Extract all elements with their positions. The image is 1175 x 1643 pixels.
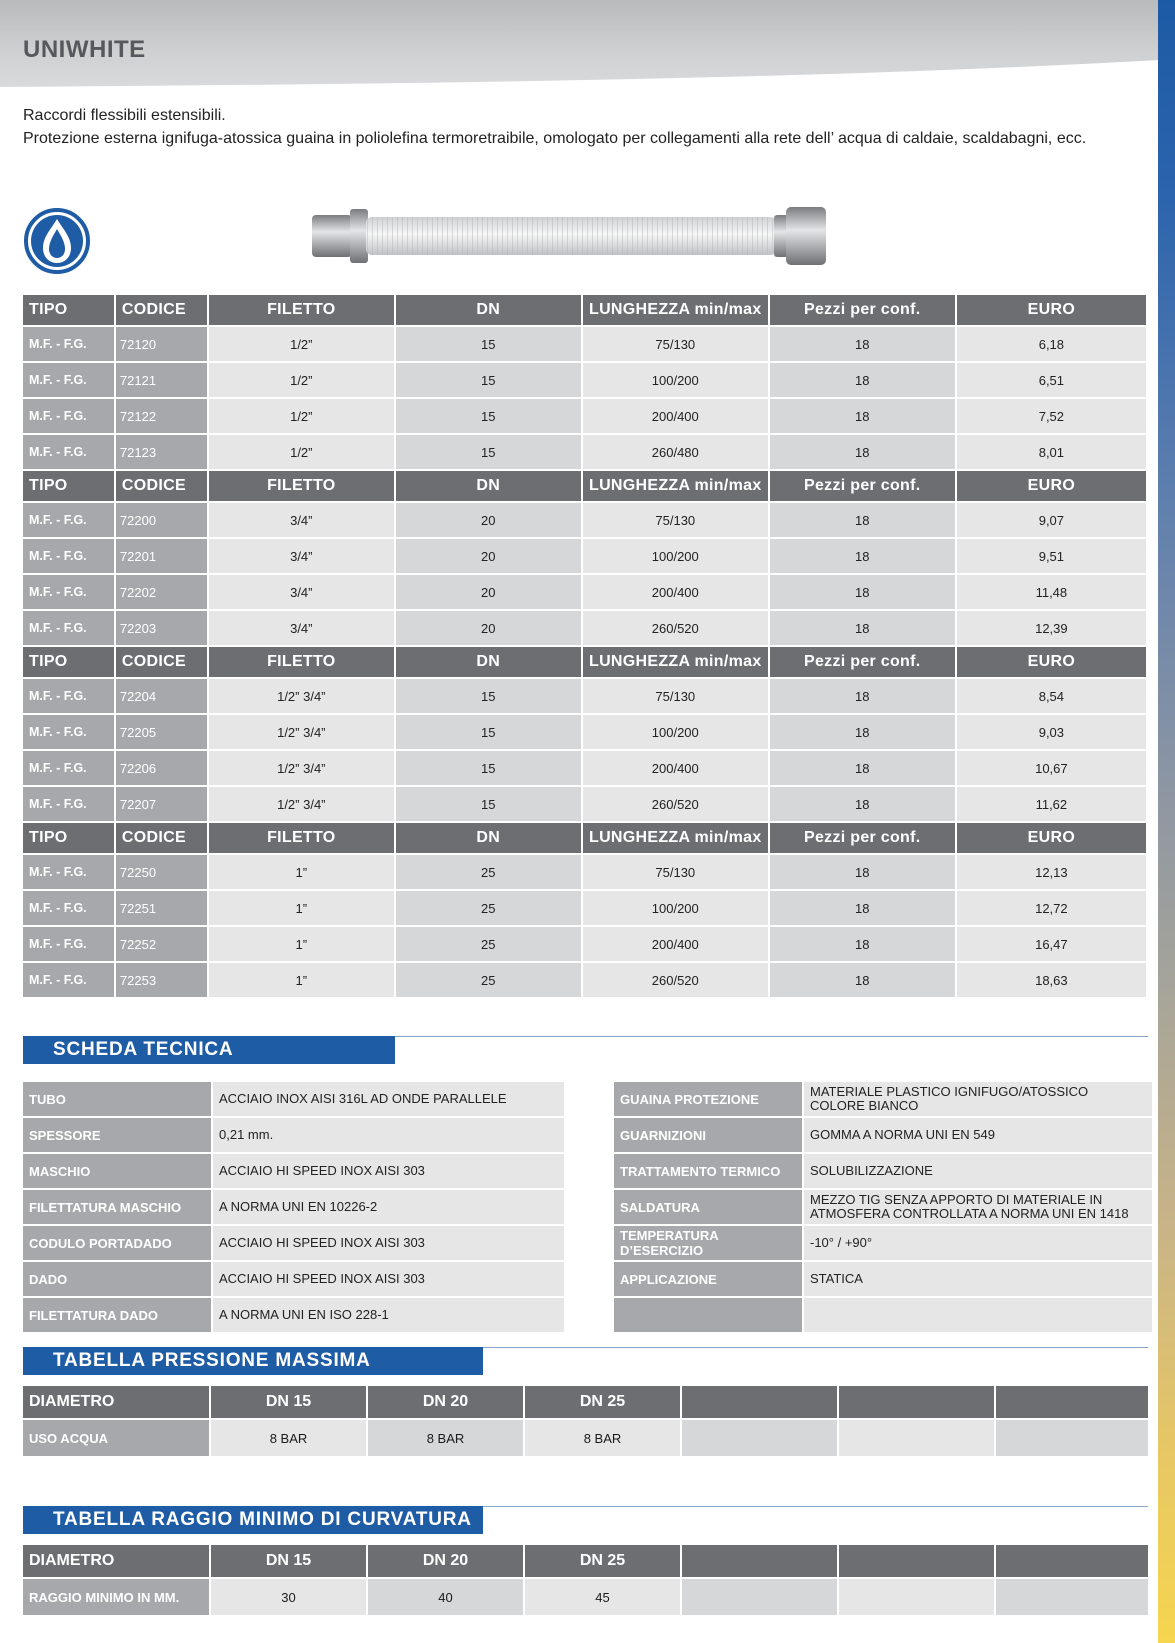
table-cell: 45 xyxy=(525,1579,680,1615)
column-header: DN xyxy=(396,295,581,325)
spec-row xyxy=(23,1226,564,1260)
table-cell: 20 xyxy=(396,575,581,609)
spec-key: FILETTATURA MASCHIO xyxy=(23,1190,211,1224)
price-header-row xyxy=(23,295,1146,325)
table-cell: 15 xyxy=(396,327,581,361)
table-cell: 8 BAR xyxy=(368,1420,523,1456)
spec-row xyxy=(614,1226,1152,1260)
table-cell: 1/2” xyxy=(209,399,394,433)
table-cell: 18 xyxy=(770,855,955,889)
table-cell: 18 xyxy=(770,539,955,573)
column-header: LUNGHEZZA min/max xyxy=(583,295,768,325)
table-row xyxy=(23,539,1146,573)
table-cell: 75/130 xyxy=(583,327,768,361)
table-cell: 72121 xyxy=(116,363,207,397)
table-cell: 18 xyxy=(770,327,955,361)
table-cell: 1/2” 3/4” xyxy=(209,751,394,785)
column-header: TIPO xyxy=(23,647,114,677)
spec-row xyxy=(614,1154,1152,1188)
column-header: Pezzi per conf. xyxy=(770,471,955,501)
spec-row xyxy=(23,1082,564,1116)
table-cell: M.F. - F.G. xyxy=(23,435,114,469)
table-cell: 75/130 xyxy=(583,503,768,537)
section-rule xyxy=(483,1347,1148,1348)
column-header xyxy=(839,1386,994,1418)
table-row xyxy=(23,363,1146,397)
table-cell: 6,18 xyxy=(957,327,1146,361)
price-header-row xyxy=(23,471,1146,501)
table-cell: 30 xyxy=(211,1579,366,1615)
table-cell: 18 xyxy=(770,787,955,821)
price-table xyxy=(21,293,1148,999)
column-header: DN xyxy=(396,647,581,677)
table-row xyxy=(23,1579,1148,1615)
table-cell: 260/520 xyxy=(583,963,768,997)
table-cell: 15 xyxy=(396,679,581,713)
table-cell: 20 xyxy=(396,539,581,573)
spec-key: CODULO PORTADADO xyxy=(23,1226,211,1260)
table-cell: M.F. - F.G. xyxy=(23,963,114,997)
table-cell: 8,01 xyxy=(957,435,1146,469)
spec-row xyxy=(23,1118,564,1152)
price-header-row xyxy=(23,823,1146,853)
table-row xyxy=(23,327,1146,361)
spec-table-right xyxy=(612,1080,1154,1334)
column-header: EURO xyxy=(957,823,1146,853)
table-cell: 15 xyxy=(396,751,581,785)
column-header: DN 15 xyxy=(211,1545,366,1577)
table-cell: 1/2” 3/4” xyxy=(209,787,394,821)
table-cell: 72120 xyxy=(116,327,207,361)
table-cell: 18 xyxy=(770,751,955,785)
table-cell: 18 xyxy=(770,891,955,925)
table-cell: 260/480 xyxy=(583,435,768,469)
pressione-title: TABELLA PRESSIONE MASSIMA xyxy=(23,1347,483,1375)
table-cell: 18 xyxy=(770,963,955,997)
column-header: DIAMETRO xyxy=(23,1545,209,1577)
column-header: FILETTO xyxy=(209,295,394,325)
table-cell: 18 xyxy=(770,927,955,961)
header-curve xyxy=(0,60,1160,90)
column-header: CODICE xyxy=(116,295,207,325)
table-cell: 100/200 xyxy=(583,539,768,573)
column-header: LUNGHEZZA min/max xyxy=(583,823,768,853)
spec-row xyxy=(614,1298,1152,1332)
table-cell: 3/4” xyxy=(209,611,394,645)
table-cell: M.F. - F.G. xyxy=(23,363,114,397)
table-cell: USO ACQUA xyxy=(23,1420,209,1456)
spec-value: ACCIAIO HI SPEED INOX AISI 303 xyxy=(213,1262,564,1296)
table-cell: 18 xyxy=(770,503,955,537)
table-row xyxy=(23,399,1146,433)
pressione-table xyxy=(21,1384,1150,1458)
spec-key: FILETTATURA DADO xyxy=(23,1298,211,1332)
table-cell: M.F. - F.G. xyxy=(23,327,114,361)
price-header-row xyxy=(23,647,1146,677)
table-cell: 18 xyxy=(770,611,955,645)
table-cell: 40 xyxy=(368,1579,523,1615)
table-cell: 12,72 xyxy=(957,891,1146,925)
spec-value: STATICA xyxy=(804,1262,1152,1296)
spec-key: GUAINA PROTEZIONE xyxy=(614,1082,802,1116)
section-rule xyxy=(395,1036,1148,1037)
scheda-tecnica-title: SCHEDA TECNICA xyxy=(23,1036,395,1064)
table-cell: M.F. - F.G. xyxy=(23,927,114,961)
table-cell: 8,54 xyxy=(957,679,1146,713)
intro-line-2: Protezione esterna ignifuga-atossica guaina in poliolefina termoretraibile, omologato per collegamenti alla rete dell’ acqua di caldaie, scaldabagni, ecc. xyxy=(23,130,1087,147)
table-cell: 72250 xyxy=(116,855,207,889)
column-header: DN xyxy=(396,471,581,501)
table-row xyxy=(23,927,1146,961)
table-cell xyxy=(996,1420,1148,1456)
table-cell xyxy=(996,1579,1148,1615)
table-cell: 10,67 xyxy=(957,751,1146,785)
table-cell: 15 xyxy=(396,787,581,821)
column-header: FILETTO xyxy=(209,823,394,853)
spec-key: TRATTAMENTO TERMICO xyxy=(614,1154,802,1188)
table-cell: 18 xyxy=(770,575,955,609)
table-cell: 15 xyxy=(396,399,581,433)
table-cell: 18 xyxy=(770,399,955,433)
table-cell: 72201 xyxy=(116,539,207,573)
table-cell xyxy=(839,1420,994,1456)
table-cell: M.F. - F.G. xyxy=(23,787,114,821)
spec-value xyxy=(804,1298,1152,1332)
spec-key: APPLICAZIONE xyxy=(614,1262,802,1296)
spec-value: A NORMA UNI EN 10226-2 xyxy=(213,1190,564,1224)
column-header: Pezzi per conf. xyxy=(770,647,955,677)
table-row xyxy=(23,575,1146,609)
table-cell: M.F. - F.G. xyxy=(23,503,114,537)
table-cell: 72205 xyxy=(116,715,207,749)
table-cell: 72204 xyxy=(116,679,207,713)
table-row xyxy=(23,715,1146,749)
table-cell: 25 xyxy=(396,963,581,997)
table-cell: M.F. - F.G. xyxy=(23,855,114,889)
table-row xyxy=(23,891,1146,925)
column-header: DN 20 xyxy=(368,1545,523,1577)
table-cell: 3/4” xyxy=(209,503,394,537)
flame-drop-logo-icon xyxy=(23,207,91,275)
column-header xyxy=(682,1545,837,1577)
table-cell: 12,39 xyxy=(957,611,1146,645)
spec-value: MEZZO TIG SENZA APPORTO DI MATERIALE IN ATMOSFERA CONTROLLATA A NORMA UNI EN 1418 xyxy=(804,1190,1152,1224)
table-cell: 72202 xyxy=(116,575,207,609)
column-header: LUNGHEZZA min/max xyxy=(583,647,768,677)
spec-key: GUARNIZIONI xyxy=(614,1118,802,1152)
column-header: FILETTO xyxy=(209,647,394,677)
table-cell: 1/2” xyxy=(209,435,394,469)
table-cell: 16,47 xyxy=(957,927,1146,961)
table-cell: 11,48 xyxy=(957,575,1146,609)
spec-key: SALDATURA xyxy=(614,1190,802,1224)
raggio-title: TABELLA RAGGIO MINIMO DI CURVATURA xyxy=(23,1506,483,1534)
table-cell: 260/520 xyxy=(583,611,768,645)
table-cell: 200/400 xyxy=(583,927,768,961)
section-rule xyxy=(483,1506,1148,1507)
table-cell: 15 xyxy=(396,363,581,397)
table-cell: 75/130 xyxy=(583,679,768,713)
table-cell: M.F. - F.G. xyxy=(23,679,114,713)
spec-row xyxy=(614,1190,1152,1224)
table-cell: 9,03 xyxy=(957,715,1146,749)
table-cell: 100/200 xyxy=(583,715,768,749)
column-header: EURO xyxy=(957,471,1146,501)
small-header-row xyxy=(23,1545,1148,1577)
spec-row xyxy=(614,1118,1152,1152)
raggio-table xyxy=(21,1543,1150,1617)
column-header: DN 25 xyxy=(525,1545,680,1577)
table-row xyxy=(23,435,1146,469)
table-cell: M.F. - F.G. xyxy=(23,715,114,749)
column-header: EURO xyxy=(957,647,1146,677)
spec-value: 0,21 mm. xyxy=(213,1118,564,1152)
table-cell: 7,52 xyxy=(957,399,1146,433)
column-header: DIAMETRO xyxy=(23,1386,209,1418)
table-row xyxy=(23,855,1146,889)
table-cell xyxy=(839,1579,994,1615)
table-cell: 18 xyxy=(770,363,955,397)
table-cell: 3/4” xyxy=(209,539,394,573)
page-title: UNIWHITE xyxy=(23,36,146,63)
spec-value: A NORMA UNI EN ISO 228-1 xyxy=(213,1298,564,1332)
table-cell: M.F. - F.G. xyxy=(23,575,114,609)
table-cell: 15 xyxy=(396,435,581,469)
spec-key: MASCHIO xyxy=(23,1154,211,1188)
table-cell: 75/130 xyxy=(583,855,768,889)
table-cell: 25 xyxy=(396,927,581,961)
spec-key: TUBO xyxy=(23,1082,211,1116)
spec-value: ACCIAIO HI SPEED INOX AISI 303 xyxy=(213,1226,564,1260)
side-color-strip xyxy=(1158,0,1175,1643)
table-cell: M.F. - F.G. xyxy=(23,751,114,785)
table-cell: 100/200 xyxy=(583,363,768,397)
column-header xyxy=(996,1545,1148,1577)
column-header: LUNGHEZZA min/max xyxy=(583,471,768,501)
column-header: CODICE xyxy=(116,823,207,853)
table-cell: 1” xyxy=(209,855,394,889)
table-cell: 200/400 xyxy=(583,575,768,609)
flexible-hose-image-icon xyxy=(312,205,849,267)
table-cell: 260/520 xyxy=(583,787,768,821)
table-cell: 18,63 xyxy=(957,963,1146,997)
intro-text xyxy=(23,104,1086,150)
spec-value: ACCIAIO HI SPEED INOX AISI 303 xyxy=(213,1154,564,1188)
spec-table-left xyxy=(21,1080,566,1334)
table-cell: 1/2” 3/4” xyxy=(209,679,394,713)
spec-key: SPESSORE xyxy=(23,1118,211,1152)
table-cell: 1” xyxy=(209,927,394,961)
column-header: TIPO xyxy=(23,295,114,325)
table-cell: 72253 xyxy=(116,963,207,997)
spec-row xyxy=(23,1298,564,1332)
spec-value: -10° / +90° xyxy=(804,1226,1152,1260)
table-cell: 18 xyxy=(770,679,955,713)
spec-row xyxy=(614,1262,1152,1296)
table-row xyxy=(23,679,1146,713)
table-cell: RAGGIO MINIMO IN MM. xyxy=(23,1579,209,1615)
small-header-row xyxy=(23,1386,1148,1418)
table-cell: 18 xyxy=(770,435,955,469)
table-cell: 72122 xyxy=(116,399,207,433)
table-cell: M.F. - F.G. xyxy=(23,539,114,573)
table-cell: 8 BAR xyxy=(211,1420,366,1456)
spec-row xyxy=(614,1082,1152,1116)
column-header: FILETTO xyxy=(209,471,394,501)
table-cell: 20 xyxy=(396,611,581,645)
table-cell: 72203 xyxy=(116,611,207,645)
table-row xyxy=(23,611,1146,645)
column-header: EURO xyxy=(957,295,1146,325)
table-cell: 72252 xyxy=(116,927,207,961)
table-cell: M.F. - F.G. xyxy=(23,399,114,433)
table-cell: 9,51 xyxy=(957,539,1146,573)
column-header xyxy=(996,1386,1148,1418)
spec-row xyxy=(23,1262,564,1296)
table-cell: 1/2” xyxy=(209,327,394,361)
table-cell: 1” xyxy=(209,963,394,997)
spec-value: ACCIAIO INOX AISI 316L AD ONDE PARALLELE xyxy=(213,1082,564,1116)
column-header: Pezzi per conf. xyxy=(770,823,955,853)
table-cell: 72200 xyxy=(116,503,207,537)
column-header xyxy=(682,1386,837,1418)
table-cell xyxy=(682,1420,837,1456)
column-header: TIPO xyxy=(23,823,114,853)
column-header: DN xyxy=(396,823,581,853)
table-cell xyxy=(682,1579,837,1615)
spec-key: TEMPERATURA D’ESERCIZIO xyxy=(614,1226,802,1260)
table-cell: 100/200 xyxy=(583,891,768,925)
table-row xyxy=(23,963,1146,997)
table-cell: 12,13 xyxy=(957,855,1146,889)
spec-row xyxy=(23,1154,564,1188)
column-header: CODICE xyxy=(116,471,207,501)
intro-line-1: Raccordi flessibili estensibili. xyxy=(23,107,226,124)
table-cell: 72251 xyxy=(116,891,207,925)
table-row xyxy=(23,1420,1148,1456)
table-cell: M.F. - F.G. xyxy=(23,611,114,645)
table-cell: 200/400 xyxy=(583,399,768,433)
table-cell: 72207 xyxy=(116,787,207,821)
spec-row xyxy=(23,1190,564,1224)
spec-key xyxy=(614,1298,802,1332)
table-cell: 18 xyxy=(770,715,955,749)
table-cell: 11,62 xyxy=(957,787,1146,821)
table-cell: M.F. - F.G. xyxy=(23,891,114,925)
spec-value: MATERIALE PLASTICO IGNIFUGO/ATOSSICO COLORE BIANCO xyxy=(804,1082,1152,1116)
column-header: CODICE xyxy=(116,647,207,677)
column-header: Pezzi per conf. xyxy=(770,295,955,325)
table-cell: 25 xyxy=(396,855,581,889)
spec-key: DADO xyxy=(23,1262,211,1296)
table-cell: 3/4” xyxy=(209,575,394,609)
table-cell: 25 xyxy=(396,891,581,925)
table-row xyxy=(23,751,1146,785)
table-cell: 6,51 xyxy=(957,363,1146,397)
table-cell: 72123 xyxy=(116,435,207,469)
table-cell: 1” xyxy=(209,891,394,925)
column-header: DN 25 xyxy=(525,1386,680,1418)
table-cell: 15 xyxy=(396,715,581,749)
table-cell: 72206 xyxy=(116,751,207,785)
spec-value: GOMMA A NORMA UNI EN 549 xyxy=(804,1118,1152,1152)
table-cell: 1/2” 3/4” xyxy=(209,715,394,749)
table-cell: 9,07 xyxy=(957,503,1146,537)
table-cell: 200/400 xyxy=(583,751,768,785)
table-row xyxy=(23,787,1146,821)
table-cell: 20 xyxy=(396,503,581,537)
column-header: DN 15 xyxy=(211,1386,366,1418)
table-cell: 1/2” xyxy=(209,363,394,397)
column-header: DN 20 xyxy=(368,1386,523,1418)
column-header xyxy=(839,1545,994,1577)
table-row xyxy=(23,503,1146,537)
spec-value: SOLUBILIZZAZIONE xyxy=(804,1154,1152,1188)
column-header: TIPO xyxy=(23,471,114,501)
table-cell: 8 BAR xyxy=(525,1420,680,1456)
